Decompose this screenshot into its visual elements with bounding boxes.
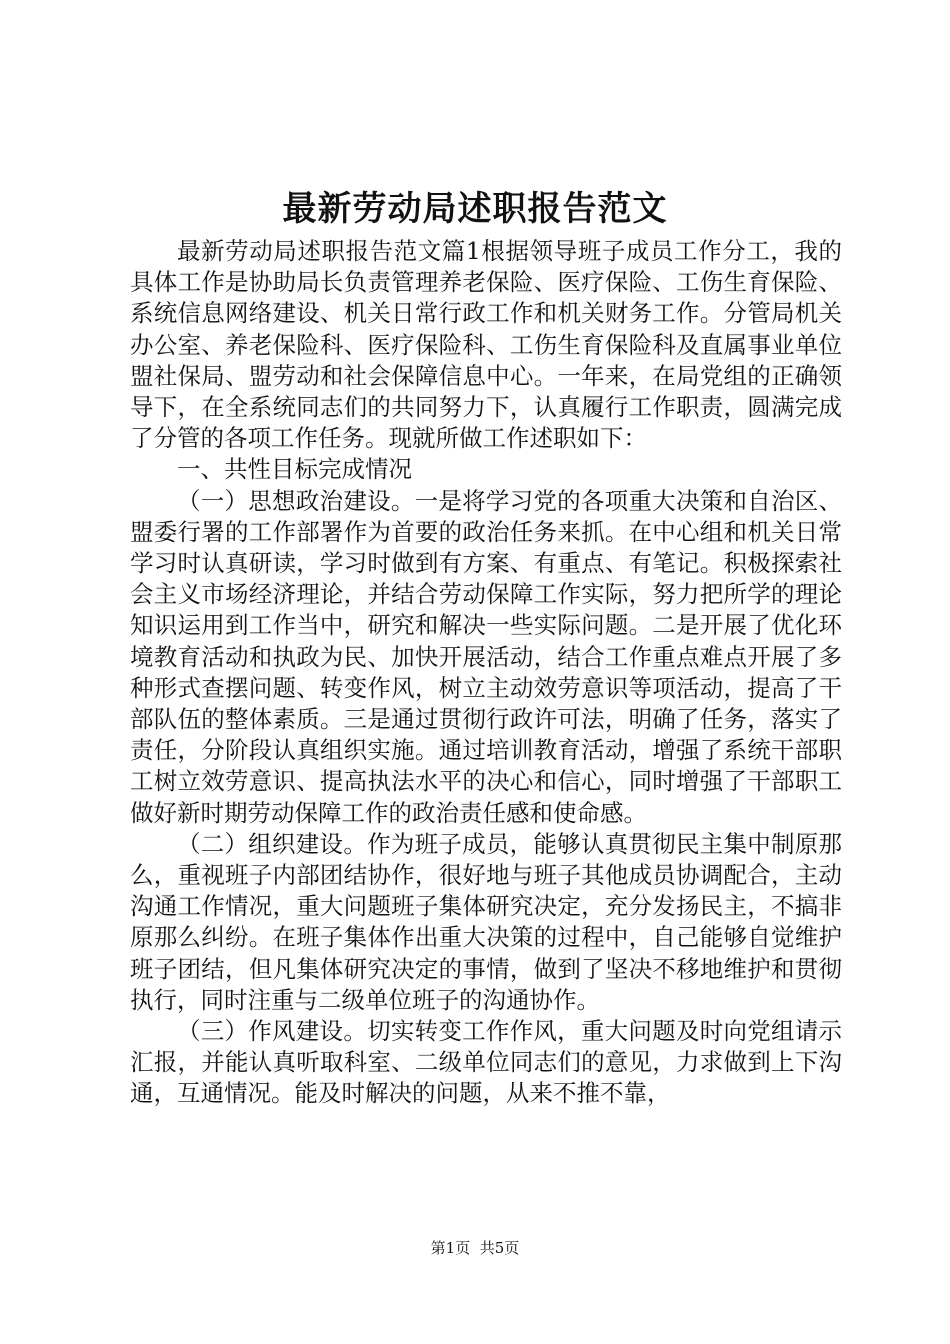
document-title: 最新劳动局述职报告范文 — [282, 189, 668, 229]
paragraph-political: （一）思想政治建设。一是将学习党的各项重大决策和自治区、盟委行署的工作部署作为首要的政治任务来抓。在中心组和机关日常学习时认真研读，学习时做到有方案、有重点、有笔记。积极探索社会主义市场经济理论，并结合劳动保障工作实际，努力把所学的理论知识运用到工作当中，研究和解决一些实际问题。二是开展了优化环境教育活动和执政为民、加快开展活动，结合工作重点难点开展了多种形式查摆问题、转变作风，树立主动效劳意识等项活动，提高了干部队伍的整体素质。三是通过贯彻行政许可法，明确了任务，落实了责任，分阶段认真组织实施。通过培训教育活动，增强了系统干部职工树立效劳意识、提高执法水平的决心和信心，同时增强了干部职工做好新时期劳动保障工作的政治责任感和使命感。 — [130, 486, 842, 827]
page-total: 共5页 — [479, 1239, 520, 1257]
page-number: 第1页 — [430, 1239, 471, 1257]
paragraph-style: （三）作风建设。切实转变工作作风，重大问题及时向党组请示汇报，并能认真听取科室、二级单位同志们的意见，力求做到上下沟通，互通情况。能及时解决的问题，从来不推不靠， — [130, 1017, 842, 1108]
section-heading: 一、共性目标完成情况 — [177, 455, 412, 484]
page-footer — [0, 1238, 950, 1258]
paragraph-organization: （二）组织建设。作为班子成员，能够认真贯彻民主集中制原那么，重视班子内部团结协作，很好地与班子其他成员协调配合，主动沟通工作情况，重大问题班子集体研究决定，充分发扬民主，不搞非原那么纠纷。在班子集体作出重大决策的过程中，自己能够自觉维护班子团结，但凡集体研究决定的事情，做到了坚决不移地维护和贯彻执行，同时注重与二级单位班子的沟通协作。 — [130, 829, 842, 1014]
paragraph-intro: 最新劳动局述职报告范文篇1根据领导班子成员工作分工，我的具体工作是协助局长负责管理养老保险、医疗保险、工伤生育保险、系统信息网络建设、机关日常行政工作和机关财务工作。分管局机关办公室、养老保险科、医疗保险科、工伤生育保险科及直属事业单位盟社保局、盟劳动和社会保障信息中心。一年来，在局党组的正确领导下，在全系统同志们的共同努力下，认真履行工作职责，圆满完成了分管的各项工作任务。现就所做工作述职如下： — [130, 237, 842, 453]
document-body — [130, 236, 842, 1110]
